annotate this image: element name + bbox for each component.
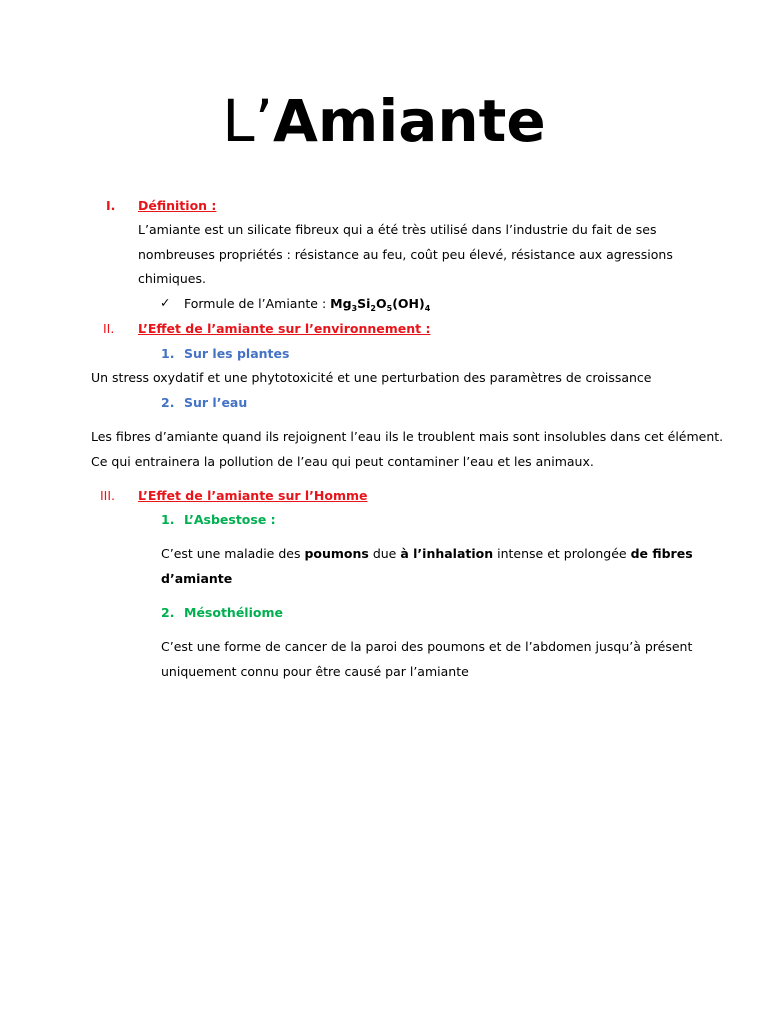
section1-heading: Définition :: [138, 198, 217, 213]
section3-sub1-number: 1.: [161, 512, 175, 527]
section3-sub1-label: L’Asbestose :: [184, 512, 276, 527]
section1-para-line1: L’amiante est un silicate fibreux qui a été très utilisé dans l’industrie du fait de ses: [138, 222, 657, 237]
formula-label: Formule de l’Amiante :: [184, 296, 331, 311]
section1-para-line2: nombreuses propriétés : résistance au feu, coût peu élevé, résistance aux agressions: [138, 247, 673, 262]
formula-value: $Mg_3Si_2O_5(OH)_4$: [330, 296, 431, 313]
section2-sub2-number: 2.: [161, 395, 175, 410]
section3-heading: L’Effet de l’amiante sur l’Homme: [138, 488, 368, 503]
section2-sub2-text-line2: Ce qui entrainera la pollution de l’eau qui peut contaminer l’eau et les animaux.: [91, 454, 594, 469]
page-title: [0, 86, 768, 156]
section2-sub1-number: 1.: [161, 346, 175, 361]
section2-sub2-text-line1: Les fibres d’amiante quand ils rejoignent l’eau ils le troublent mais sont insolubles dans cet élément.: [91, 429, 724, 444]
section3-sub2-label: Mésothéliome: [184, 605, 283, 620]
section2-heading: L’Effet de l’amiante sur l’environnement :: [138, 321, 431, 336]
checkmark-icon: ✓: [160, 295, 171, 310]
section1-para-line3: chimiques.: [138, 271, 206, 286]
section2-sub1-text: Un stress oxydatif et une phytotoxicité et une perturbation des paramètres de croissance: [91, 370, 652, 385]
title-main: Amiante: [273, 87, 546, 155]
section2-number: II.: [103, 321, 115, 336]
formula-line: [184, 296, 430, 312]
section3-sub1-text-line1: C’est une maladie des poumons due à l’inhalation intense et prolongée de fibres: [161, 546, 693, 561]
section2-sub2-label: Sur l’eau: [184, 395, 248, 410]
section3-sub2-number: 2.: [161, 605, 175, 620]
section3-number: III.: [100, 488, 116, 503]
title-prefix: L’: [222, 87, 274, 155]
section3-sub2-text-line2: uniquement connu pour être causé par l’amiante: [161, 664, 469, 679]
section3-sub2-text-line1: C’est une forme de cancer de la paroi des poumons et de l’abdomen jusqu’à présent: [161, 639, 693, 654]
section1-number: I.: [106, 198, 116, 213]
section2-sub1-label: Sur les plantes: [184, 346, 290, 361]
section3-sub1-text-line2: d’amiante: [161, 571, 233, 586]
